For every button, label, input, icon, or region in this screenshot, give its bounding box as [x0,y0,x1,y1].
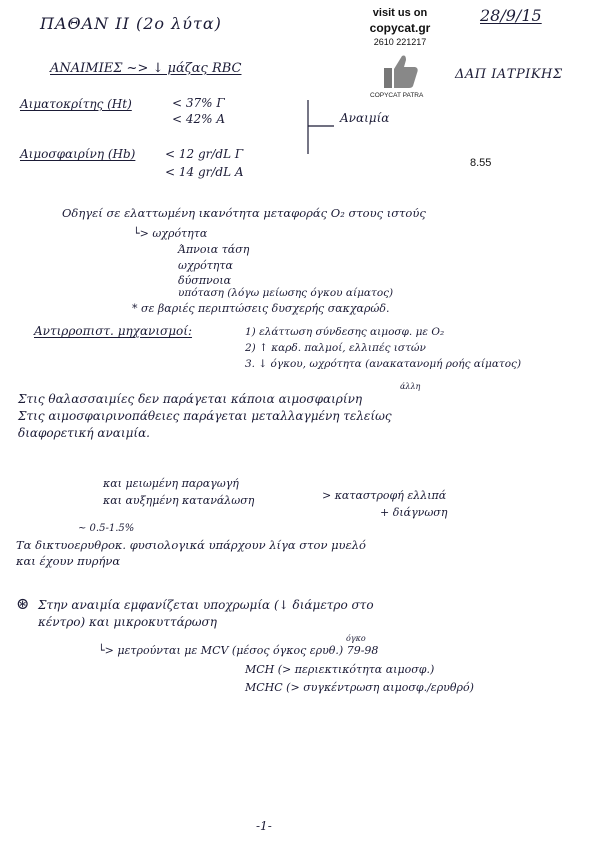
anaimia-side-label: Αναιμία [340,111,390,125]
hb-female: < 12 gr/dL Γ [165,147,244,161]
anemies-heading: ΑΝΑΙΜΙΕΣ ~> ↓ μάζας RBC [50,61,242,76]
symptom-5: υπόταση (λόγω μείωσης όγκου αίματος) [178,287,394,299]
production-1: και μειωμένη παραγωγή [103,477,239,490]
bracket-line [300,98,340,158]
ht-female: < 37% Γ [172,96,225,110]
mcv-overline: όγκο [346,634,366,643]
symptom-4: δύσπνοια [178,274,232,287]
retic-line-1: Τα δικτυοερυθροκ. φυσιολογικά υπάρχουν λίγα στον μυελό [16,538,366,552]
mch-line: MCH (> περιεκτικότητα αιμοσφ.) [245,663,435,676]
thumbs-up-logo-icon [380,52,420,90]
mcv-line: └> μετρούνται με MCV (μέσος όγκος ερυθ.) 79-98 [98,644,379,657]
symptom-6: * σε βαριές περιπτώσεις δυσχερής σακχαρώδ. [132,302,390,315]
brand-line1: visit us on [372,7,428,19]
brand-url: copycat.gr [369,21,431,35]
compensation-1: 1) ελάττωση σύνδεσης αιμοσφ. με O₂ [245,326,445,338]
symptom-2: Άπνοια τάση [178,243,250,256]
ht-male: < 42% Α [172,112,226,126]
mchc-line: MCHC (> συγκέντρωση αιμοσφ./ερυθρό) [245,681,474,694]
intro-line: Οδηγεί σε ελαττωμένη ικανότητα μεταφοράς O₂ στους ιστούς [62,206,426,220]
department-label: ΔΑΠ ΙΑΤΡΙΚΗΣ [455,67,563,82]
compensation-2: 2) ↑ καρδ. παλμοί, ελλιπές ιστών [245,342,426,354]
brand-logo-text: COPYCAT PATRA [370,92,424,99]
thal-line-1: Στις θαλασσαιμίες δεν παράγεται κάποια αιμοσφαιρίνη [18,392,363,406]
observation-1: Στην αναιμία εμφανίζεται υποχρωμία (↓ διάμετρο στο [38,598,374,612]
production-2: και αυξημένη κατανάλωση [103,494,255,507]
brand-phone: 2610 221217 [373,37,427,47]
thal-overline: άλλη [400,382,421,391]
observation-marker: ⊛ [16,594,30,613]
thal-line-3: διαφορετική αναιμία. [18,426,150,440]
ht-label: Αιματοκρίτης (Ht) [20,97,132,111]
symptom-3: ωχρότητα [178,259,233,272]
thal-line-2: Στις αιμοσφαιρινοπάθειες παράγεται μεταλλαγμένη τελείως [18,409,392,423]
hb-male: < 14 gr/dL Α [165,165,244,179]
hb-label: Αιμοσφαιρίνη (Hb) [20,147,136,161]
time-stamp: 8.55 [470,157,492,169]
retic-line-2: και έχουν πυρήνα [16,554,121,568]
observation-2: κέντρο) και μικροκυττάρωση [38,615,217,629]
production-result-2: + διάγνωση [380,506,448,519]
page-date: 28/9/15 [480,6,542,25]
page-title: ΠΑΘΑΝ ΙΙ (2ο λύτα) [40,14,222,33]
production-result-1: > καταστροφή ελλιπά [322,489,447,502]
symptom-1: └> ωχρότητα [133,227,208,240]
compensation-3: 3. ↓ όγκου, ωχρότητα (ανακατανομή ροής αίματος) [245,358,522,370]
retic-percentage: ~ 0.5-1.5% [78,523,135,534]
page-number: -1- [256,819,272,833]
compensation-heading: Αντιρροπιστ. μηχανισμοί: [34,324,193,338]
